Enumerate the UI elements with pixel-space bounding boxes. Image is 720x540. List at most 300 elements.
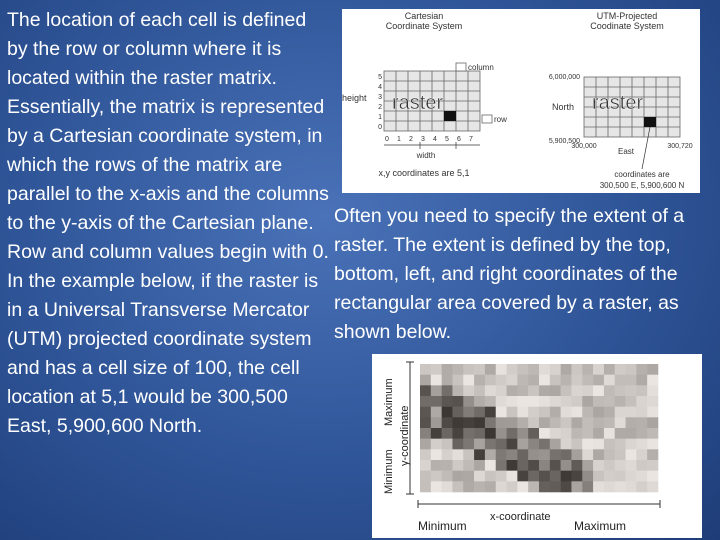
raster-cell xyxy=(442,471,453,482)
east-label: East xyxy=(617,147,635,156)
raster-cell xyxy=(550,428,561,439)
raster-cell xyxy=(442,449,453,460)
raster-cell xyxy=(474,396,485,407)
raster-cell xyxy=(474,481,485,492)
raster-cell xyxy=(517,428,528,439)
raster-cell xyxy=(647,471,658,482)
raster-cell xyxy=(571,396,582,407)
raster-cell xyxy=(626,439,637,450)
raster-cell xyxy=(604,364,615,375)
svg-text:5: 5 xyxy=(445,136,449,143)
raster-cell xyxy=(539,385,550,396)
raster-cell xyxy=(474,407,485,418)
raster-cell xyxy=(626,407,637,418)
raster-cell xyxy=(582,396,593,407)
raster-cell xyxy=(496,428,507,439)
raster-cell xyxy=(539,428,550,439)
raster-cell xyxy=(528,417,539,428)
raster-cell xyxy=(615,471,626,482)
raster-cell xyxy=(550,407,561,418)
raster-cell xyxy=(431,428,442,439)
raster-cell xyxy=(593,449,604,460)
raster-cell xyxy=(615,407,626,418)
raster-cell xyxy=(539,471,550,482)
raster-cell xyxy=(615,385,626,396)
raster-cell xyxy=(452,481,463,492)
raster-cell xyxy=(517,364,528,375)
raster-cell xyxy=(452,396,463,407)
raster-cell xyxy=(463,439,474,450)
raster-cell xyxy=(647,417,658,428)
height-label: height xyxy=(342,93,367,103)
raster-cell xyxy=(626,460,637,471)
raster-cell xyxy=(452,460,463,471)
raster-cell xyxy=(496,375,507,386)
raster-cell xyxy=(571,449,582,460)
raster-cell xyxy=(539,481,550,492)
x-max-label: Maximum xyxy=(574,519,627,533)
raster-cell xyxy=(431,460,442,471)
raster-cell xyxy=(647,396,658,407)
raster-cell xyxy=(604,439,615,450)
raster-cell xyxy=(593,407,604,418)
raster-cell xyxy=(582,375,593,386)
raster-cell xyxy=(452,375,463,386)
raster-cell xyxy=(615,417,626,428)
y-axis-label: y-coordinate xyxy=(399,405,411,466)
raster-cell xyxy=(442,396,453,407)
raster-cell xyxy=(593,396,604,407)
raster-cell xyxy=(593,364,604,375)
raster-cell xyxy=(463,385,474,396)
raster-cell xyxy=(517,417,528,428)
raster-cell xyxy=(507,460,518,471)
utm-title-line2: Coodinate System xyxy=(590,21,664,31)
raster-cell xyxy=(636,407,647,418)
raster-cell xyxy=(636,428,647,439)
utm-caption-line2: 300,500 E, 5,900,600 N xyxy=(599,181,685,190)
raster-cell xyxy=(582,439,593,450)
raster-cell xyxy=(517,439,528,450)
raster-cell xyxy=(528,471,539,482)
raster-cell xyxy=(507,417,518,428)
raster-cell xyxy=(561,428,572,439)
utm-title-line1: UTM-Projected xyxy=(596,11,658,21)
raster-cell xyxy=(539,364,550,375)
raster-cell xyxy=(431,364,442,375)
raster-cell xyxy=(507,428,518,439)
raster-cell xyxy=(431,449,442,460)
cartesian-title-line2: Coordinate System xyxy=(385,21,463,31)
raster-cell xyxy=(431,439,442,450)
raster-cell xyxy=(463,449,474,460)
raster-cell xyxy=(517,460,528,471)
raster-cell xyxy=(561,417,572,428)
raster-cell xyxy=(485,449,496,460)
raster-cell xyxy=(485,407,496,418)
raster-cell xyxy=(528,396,539,407)
raster-cell xyxy=(561,375,572,386)
raster-cell xyxy=(420,471,431,482)
svg-text:0: 0 xyxy=(378,124,382,131)
raster-cell xyxy=(463,417,474,428)
svg-text:3: 3 xyxy=(378,94,382,101)
raster-cell xyxy=(571,471,582,482)
raster-cell xyxy=(550,417,561,428)
raster-cell xyxy=(593,481,604,492)
raster-cell xyxy=(463,364,474,375)
raster-cell xyxy=(604,417,615,428)
raster-cell xyxy=(496,396,507,407)
svg-text:2: 2 xyxy=(409,136,413,143)
raster-cell xyxy=(474,428,485,439)
raster-cell xyxy=(647,449,658,460)
coordinate-systems-figure xyxy=(342,9,700,193)
raster-cell xyxy=(571,417,582,428)
raster-cell xyxy=(582,385,593,396)
raster-cell xyxy=(485,364,496,375)
raster-cell xyxy=(485,439,496,450)
raster-cell xyxy=(420,417,431,428)
raster-cell xyxy=(431,471,442,482)
north-top-value: 6,000,000 xyxy=(548,74,580,81)
raster-cell xyxy=(626,449,637,460)
raster-cell xyxy=(604,449,615,460)
raster-cell xyxy=(463,471,474,482)
x-axis-label: x-coordinate xyxy=(490,511,551,523)
raster-cell xyxy=(550,460,561,471)
raster-cell xyxy=(615,481,626,492)
raster-cell xyxy=(517,396,528,407)
raster-cell xyxy=(463,375,474,386)
raster-cell xyxy=(496,449,507,460)
raster-cell xyxy=(420,481,431,492)
raster-cell xyxy=(593,417,604,428)
raster-cell xyxy=(582,460,593,471)
raster-cell xyxy=(615,439,626,450)
raster-cell xyxy=(474,364,485,375)
raster-cell xyxy=(550,449,561,460)
raster-cell xyxy=(474,449,485,460)
raster-cell xyxy=(507,385,518,396)
raster-cell xyxy=(593,460,604,471)
raster-cell xyxy=(528,428,539,439)
raster-cell xyxy=(463,460,474,471)
raster-cell xyxy=(604,375,615,386)
raster-cell xyxy=(528,449,539,460)
raster-cell xyxy=(615,460,626,471)
raster-cell xyxy=(452,364,463,375)
raster-cell xyxy=(420,375,431,386)
north-label: North xyxy=(551,102,574,112)
raster-cell xyxy=(636,396,647,407)
raster-cell xyxy=(474,471,485,482)
raster-cell xyxy=(615,449,626,460)
raster-cell xyxy=(550,396,561,407)
raster-cell xyxy=(420,396,431,407)
y-max-label: Maximum xyxy=(383,378,395,426)
raster-cell xyxy=(485,428,496,439)
raster-cell xyxy=(442,428,453,439)
utm-caption-line1: coordinates are xyxy=(614,170,670,179)
raster-cell xyxy=(647,385,658,396)
raster-cell xyxy=(507,481,518,492)
cartesian-y-ticks xyxy=(378,74,382,131)
raster-cell xyxy=(474,417,485,428)
raster-extent-diagram xyxy=(372,354,702,538)
left-paragraph: The location of each cell is defined by the row or column where it is located within the raster matrix. Essentially, the matrix is represented by a Cartesian coordinate system, in which the rows of the matrix are parallel to the x-axis and the columns to the y-axis of the Cartesian plane. Row and column values begin with 0. In the example below, if the raster is in a Universal Transverse Mercator (UTM) projected coordinate system and has a cell size of 100, the cell location at 5,1 would be 300,500 East, 5,900,600 North. xyxy=(7,9,329,437)
raster-cell xyxy=(452,428,463,439)
raster-cell xyxy=(561,407,572,418)
raster-cell xyxy=(550,385,561,396)
raster-cell xyxy=(420,449,431,460)
raster-cell xyxy=(593,439,604,450)
raster-cell xyxy=(647,481,658,492)
raster-cell xyxy=(571,375,582,386)
raster-cell xyxy=(496,481,507,492)
raster-cell xyxy=(636,375,647,386)
raster-cell xyxy=(550,375,561,386)
raster-cell xyxy=(550,364,561,375)
raster-cell xyxy=(431,481,442,492)
raster-cell xyxy=(474,460,485,471)
raster-cell xyxy=(636,385,647,396)
raster-cell xyxy=(561,481,572,492)
raster-cell xyxy=(420,428,431,439)
svg-text:3: 3 xyxy=(421,136,425,143)
raster-cell xyxy=(517,481,528,492)
raster-cell xyxy=(452,385,463,396)
raster-cell xyxy=(474,439,485,450)
north-bottom-value: 5,900,500 xyxy=(548,138,580,145)
raster-cell xyxy=(561,396,572,407)
raster-cell xyxy=(539,439,550,450)
raster-cell xyxy=(647,460,658,471)
right-paragraph: Often you need to specify the extent of a raster. The extent is defined by the top, bottom, left, and right coordinates of the rectangular area covered by a raster, as shown below. xyxy=(334,205,685,343)
raster-cell xyxy=(571,407,582,418)
raster-cell xyxy=(431,396,442,407)
raster-cell xyxy=(539,460,550,471)
raster-cell xyxy=(496,385,507,396)
raster-cell xyxy=(626,385,637,396)
raster-cell xyxy=(452,449,463,460)
raster-cell xyxy=(517,471,528,482)
raster-cell xyxy=(615,375,626,386)
raster-cell xyxy=(582,417,593,428)
raster-cell xyxy=(431,385,442,396)
raster-cell xyxy=(561,471,572,482)
raster-extent-figure xyxy=(372,354,702,538)
raster-cell xyxy=(593,375,604,386)
raster-cell xyxy=(539,375,550,386)
raster-cell xyxy=(485,375,496,386)
raster-cell xyxy=(485,471,496,482)
utm-highlighted-cell xyxy=(644,117,656,127)
svg-text:4: 4 xyxy=(433,136,437,143)
raster-cell xyxy=(647,364,658,375)
row-label: row xyxy=(494,115,507,124)
raster-cell xyxy=(550,481,561,492)
raster-cell xyxy=(463,428,474,439)
svg-text:1: 1 xyxy=(397,136,401,143)
raster-cell xyxy=(485,481,496,492)
raster-cell xyxy=(517,407,528,418)
x-min-label: Minimum xyxy=(418,519,467,533)
raster-cell xyxy=(507,407,518,418)
raster-cell xyxy=(474,375,485,386)
highlighted-cell-5-1 xyxy=(444,111,456,121)
raster-cell xyxy=(571,481,582,492)
raster-cell xyxy=(561,364,572,375)
raster-cell xyxy=(626,417,637,428)
raster-cell xyxy=(507,396,518,407)
raster-cell xyxy=(561,449,572,460)
east-right-value: 300,720 xyxy=(667,143,693,150)
raster-cell xyxy=(561,385,572,396)
east-left-value: 300,000 xyxy=(571,143,597,150)
raster-cell xyxy=(593,428,604,439)
raster-cell xyxy=(420,364,431,375)
raster-cell xyxy=(431,417,442,428)
raster-cell xyxy=(485,460,496,471)
raster-cell xyxy=(636,481,647,492)
raster-cell xyxy=(571,428,582,439)
raster-cell xyxy=(636,364,647,375)
raster-cell xyxy=(626,375,637,386)
raster-cell xyxy=(420,439,431,450)
raster-cell xyxy=(571,385,582,396)
svg-text:0: 0 xyxy=(385,136,389,143)
raster-cell xyxy=(604,428,615,439)
raster-cell xyxy=(571,439,582,450)
raster-cell xyxy=(528,407,539,418)
raster-cell xyxy=(539,396,550,407)
raster-cell xyxy=(604,481,615,492)
raster-cell xyxy=(463,396,474,407)
raster-cell xyxy=(636,460,647,471)
column-legend-box xyxy=(456,63,466,71)
raster-cell xyxy=(582,449,593,460)
raster-cell xyxy=(463,481,474,492)
svg-text:5: 5 xyxy=(378,74,382,81)
raster-image xyxy=(420,364,658,492)
raster-cell xyxy=(550,471,561,482)
raster-cell xyxy=(647,407,658,418)
raster-cell xyxy=(539,449,550,460)
xy-caption: x,y coordinates are 5,1 xyxy=(378,168,470,178)
raster-cell xyxy=(496,364,507,375)
svg-text:1: 1 xyxy=(378,114,382,121)
raster-cell xyxy=(485,417,496,428)
raster-cell xyxy=(442,385,453,396)
raster-cell xyxy=(442,460,453,471)
raster-cell xyxy=(626,428,637,439)
raster-cell xyxy=(582,471,593,482)
raster-cell xyxy=(604,471,615,482)
raster-cell xyxy=(528,481,539,492)
raster-cell xyxy=(452,439,463,450)
raster-cell xyxy=(528,375,539,386)
raster-cell xyxy=(442,439,453,450)
svg-text:6: 6 xyxy=(457,136,461,143)
coordinate-systems-diagram xyxy=(342,9,700,193)
raster-cell xyxy=(431,375,442,386)
width-label: width xyxy=(416,151,436,160)
raster-cell xyxy=(452,471,463,482)
raster-cell xyxy=(647,428,658,439)
raster-cell xyxy=(420,460,431,471)
raster-cell xyxy=(496,439,507,450)
raster-cell xyxy=(528,439,539,450)
raster-cell xyxy=(636,471,647,482)
raster-cell xyxy=(452,407,463,418)
raster-cell xyxy=(582,407,593,418)
raster-cell xyxy=(507,449,518,460)
raster-cell xyxy=(582,364,593,375)
column-label: column xyxy=(468,63,494,72)
raster-cell xyxy=(442,481,453,492)
raster-cell xyxy=(615,364,626,375)
raster-cell xyxy=(517,449,528,460)
raster-cell xyxy=(571,460,582,471)
svg-text:2: 2 xyxy=(378,104,382,111)
cartesian-title-line1: Cartesian xyxy=(404,11,444,21)
raster-cell xyxy=(539,407,550,418)
raster-cell xyxy=(485,385,496,396)
raster-cell xyxy=(528,364,539,375)
svg-text:4: 4 xyxy=(378,84,382,91)
raster-cell xyxy=(442,375,453,386)
raster-cell xyxy=(561,439,572,450)
raster-cell xyxy=(604,385,615,396)
raster-cell xyxy=(452,417,463,428)
raster-cell xyxy=(615,428,626,439)
raster-cell xyxy=(431,407,442,418)
raster-cell xyxy=(507,439,518,450)
raster-cell xyxy=(582,428,593,439)
raster-cell xyxy=(420,407,431,418)
svg-text:7: 7 xyxy=(469,136,473,143)
raster-cell xyxy=(463,407,474,418)
raster-cell xyxy=(571,364,582,375)
raster-cell xyxy=(604,396,615,407)
raster-cell xyxy=(485,396,496,407)
raster-cell xyxy=(647,375,658,386)
raster-cell xyxy=(517,375,528,386)
raster-cell xyxy=(496,471,507,482)
y-min-label: Minimum xyxy=(383,449,395,494)
raster-cell xyxy=(636,439,647,450)
raster-cell xyxy=(420,385,431,396)
raster-cell xyxy=(474,385,485,396)
raster-cell xyxy=(528,385,539,396)
raster-cell xyxy=(507,471,518,482)
raster-cell xyxy=(604,460,615,471)
raster-cell xyxy=(582,481,593,492)
raster-cell xyxy=(507,364,518,375)
raster-cell xyxy=(604,407,615,418)
raster-cell xyxy=(507,375,518,386)
raster-cell xyxy=(593,385,604,396)
row-legend-box xyxy=(482,115,492,123)
raster-cell xyxy=(496,417,507,428)
raster-cell xyxy=(626,396,637,407)
raster-cell xyxy=(528,460,539,471)
utm-raster-label: raster xyxy=(592,92,644,114)
raster-cell xyxy=(539,417,550,428)
raster-cell xyxy=(442,364,453,375)
raster-cell xyxy=(496,407,507,418)
